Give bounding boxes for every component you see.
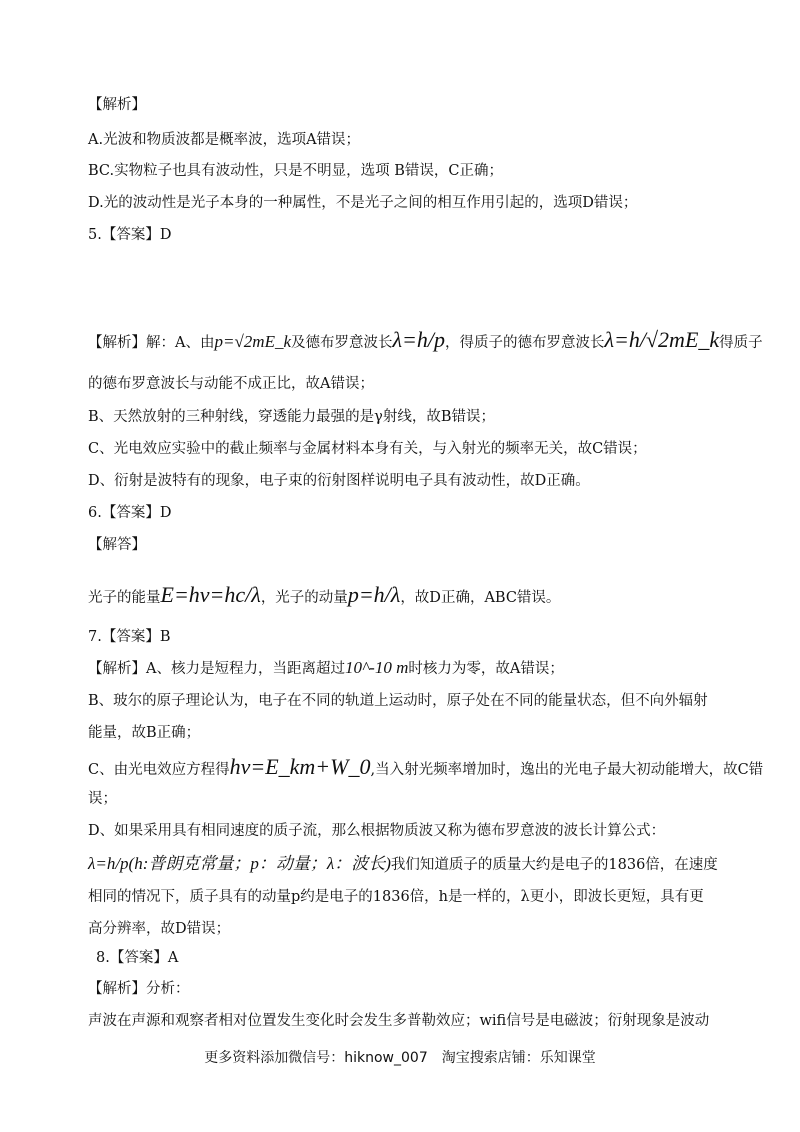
text-line: λ=h/p(h:普朗克常量；p：动量；λ：波长)我们知道质子的质量大约是电子的1836倍，在速度: [88, 854, 718, 873]
text-line: D、衍射是波特有的现象，电子束的衍射图样说明电子具有波动性，故D正确。: [88, 473, 590, 489]
answer-heading: 6.【答案】D: [88, 505, 172, 521]
text-line: 【解析】: [88, 97, 146, 113]
formula: 10^-10 m: [344, 658, 409, 677]
answer-heading: 7.【答案】B: [88, 629, 171, 645]
text-line: A.光波和物质波都是概率波，选项A错误；: [88, 132, 361, 148]
answer-heading: 8.【答案】A: [96, 950, 179, 966]
answer-heading: 5.【答案】D: [88, 227, 172, 243]
text-line: 光子的能量E=hν=hc/λ，光子的动量p=h/λ，故D正确，ABC错误。: [88, 582, 561, 607]
formula: p=h/λ: [347, 582, 401, 607]
text-line: D.光的波动性是光子本身的一种属性，不是光子之间的相互作用引起的，选项D错误；: [88, 195, 638, 211]
text-line: 【解析】解：A、由p=√2mE_k及德布罗意波长λ=h/p，得质子的德布罗意波长λ=h/√2mE_k得质子: [88, 327, 763, 352]
text-line: B、天然放射的三种射线，穿透能力最强的是γ射线，故B错误；: [88, 409, 495, 425]
text-line: BC.实物粒子也具有波动性，只是不明显，选项 B错误，C正确；: [88, 163, 503, 179]
formula: p=√2mE_k: [214, 332, 291, 351]
text-line: C、由光电效应方程得hν=E_km+W_0,当入射光频率增加时，逸出的光电子最大初动能增大，故C错: [88, 754, 764, 779]
text-line: 相同的情况下，质子具有的动量p约是电子的1836倍，h是一样的，λ更小，即波长更短，具有更: [88, 889, 704, 905]
formula: λ=h/p(h:普朗克常量；p：动量；λ：波长): [88, 854, 391, 873]
page-footer: 更多资料添加微信号：hiknow_007 淘宝搜索店铺：乐知课堂: [204, 1050, 596, 1066]
text-line: B、玻尔的原子理论认为，电子在不同的轨道上运动时，原子处在不同的能量状态，但不向外辐射: [88, 693, 708, 709]
formula: hν=E_km+W_0: [229, 754, 371, 779]
text-line: D、如果采用具有相同速度的质子流，那么根据物质波又称为德布罗意波的波长计算公式：: [88, 823, 666, 839]
text-line: 【解析】A、核力是短程力，当距离超过10^-10 m时核力为零，故A错误；: [88, 658, 564, 677]
text-line: 高分辨率，故D错误；: [88, 921, 231, 937]
text-line: 能量，故B正确；: [88, 725, 201, 741]
text-line: 【解析】分析：: [88, 981, 190, 997]
text-line: 声波在声源和观察者相对位置发生变化时会发生多普勒效应；wifi信号是电磁波；衍射现象是波动: [88, 1013, 710, 1029]
formula: λ=h/p: [392, 327, 445, 352]
text-line: C、光电效应实验中的截止频率与金属材料本身有关，与入射光的频率无关，故C错误；: [88, 441, 647, 457]
text-line: 误；: [88, 791, 117, 807]
formula: λ=h/√2mE_k: [604, 327, 720, 352]
text-line: 的德布罗意波长与动能不成正比，故A错误；: [88, 376, 374, 392]
text-line: 【解答】: [88, 537, 146, 553]
formula: E=hν=hc/λ: [160, 582, 261, 607]
